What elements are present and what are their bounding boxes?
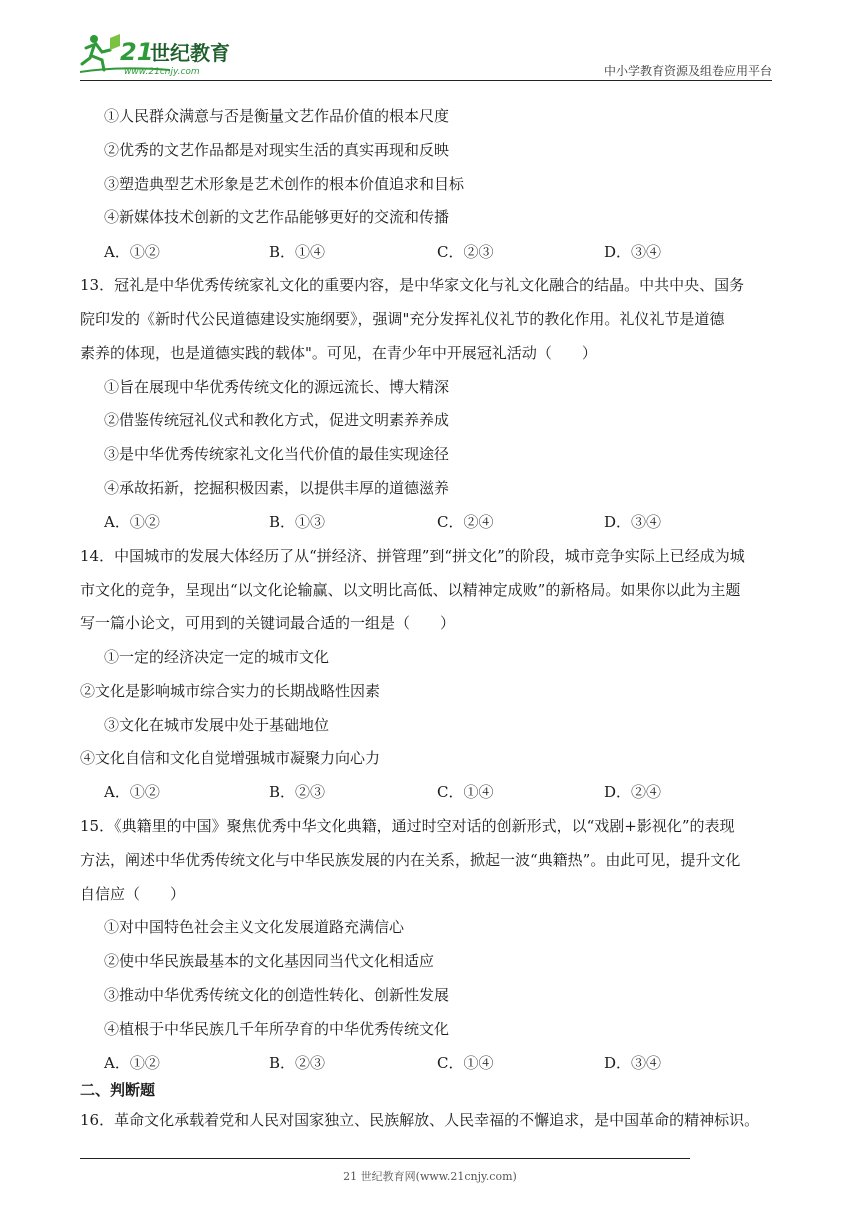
q14-stem-line-1: 14．中国城市的发展大体经历了从“拼经济、拼管理”到“拼文化”的阶段，城市竞争实际上已经成为城 [80, 547, 745, 565]
page-header [0, 0, 860, 90]
q14-option-1: ①一定的经济决定一定的城市文化 [104, 648, 330, 666]
q14-stem-line-2: 市文化的竞争，呈现出“以文化论输赢、以文明比高低、以精神定成败”的新格局。如果你以此为主题 [80, 581, 741, 599]
q14-option-3: ③文化在城市发展中处于基础地位 [104, 716, 330, 734]
q14-choice-a[interactable]: A．①② [104, 783, 160, 801]
q15-choice-a[interactable]: A．①② [104, 1054, 160, 1072]
q13-choice-b[interactable]: B．①③ [269, 513, 326, 531]
q15-stem-line-1: 15．《典籍里的中国》聚焦优秀中华文化典籍，通过时空对话的创新形式，以“戏剧+影视化”的表现 [80, 817, 735, 835]
q13-stem-line-2: 院印发的《新时代公民道德建设实施纲要》，强调"充分发挥礼仪礼节的教化作用。礼仪礼节是道德 [80, 310, 725, 328]
logo-graphic [80, 30, 260, 78]
q15-option-3: ③推动中华优秀传统文化的创造性转化、创新性发展 [104, 986, 450, 1004]
page-footer: 21 世纪教育网(www.21cnjy.com) [343, 1170, 517, 1183]
q15-choice-b[interactable]: B．②③ [269, 1054, 326, 1072]
q14-option-2: ②文化是影响城市综合实力的长期战略性因素 [80, 682, 381, 700]
q14-choice-c[interactable]: C．①④ [437, 783, 494, 801]
q15-option-1: ①对中国特色社会主义文化发展道路充满信心 [104, 918, 405, 936]
q13-option-3: ③是中华优秀传统家礼文化当代价值的最佳实现途径 [104, 445, 450, 463]
q14-choice-b[interactable]: B．②③ [269, 783, 326, 801]
header-divider [80, 80, 772, 81]
q15-option-2: ②使中华民族最基本的文化基因同当代文化相适应 [104, 952, 435, 970]
q16-stem: 16．革命文化承载着党和人民对国家独立、民族解放、人民幸福的不懈追求，是中国革命的精神标识。 [80, 1111, 760, 1129]
q15-stem-line-3: 自信应（ ） [80, 885, 186, 903]
q12-choice-b[interactable]: B．①④ [269, 243, 326, 261]
q14-option-4: ④文化自信和文化自觉增强城市凝聚力向心力 [80, 749, 381, 767]
svg-text:21: 21 [120, 38, 154, 66]
q13-choice-d[interactable]: D．③④ [604, 513, 662, 531]
footer-divider [80, 1158, 690, 1159]
platform-name: 中小学教育资源及组卷应用平台 [603, 64, 772, 78]
q12-choice-a[interactable]: A．①② [104, 243, 160, 261]
svg-text:世纪教育: 世纪教育 [150, 41, 230, 65]
q15-stem-line-2: 方法，阐述中华优秀传统文化与中华民族发展的内在关系，掀起一波“典籍热”。由此可见，提升文化 [80, 851, 741, 869]
q12-option-2: ②优秀的文艺作品都是对现实生活的真实再现和反映 [104, 141, 450, 159]
q13-option-1: ①旨在展现中华优秀传统文化的源远流长、博大精深 [104, 378, 450, 396]
q13-stem-line-1: 13．冠礼是中华优秀传统家礼文化的重要内容，是中华家文化与礼文化融合的结晶。中共中央、国务 [80, 276, 745, 294]
q12-choice-c[interactable]: C．②③ [437, 243, 494, 261]
q13-choice-c[interactable]: C．②④ [437, 513, 494, 531]
q13-stem-line-3: 素养的体现，也是道德实践的载体"。可见，在青少年中开展冠礼活动（ ） [80, 344, 597, 362]
q13-choice-a[interactable]: A．①② [104, 513, 160, 531]
q15-option-4: ④植根于中华民族几千年所孕育的中华优秀传统文化 [104, 1020, 450, 1038]
svg-text:www.21cnjy.com: www.21cnjy.com [124, 67, 200, 77]
section-title-judgement: 二、判断题 [80, 1081, 156, 1099]
q12-choice-d[interactable]: D．③④ [604, 243, 662, 261]
q14-stem-line-3: 写一篇小论文，可用到的关键词最合适的一组是（ ） [80, 614, 456, 632]
q13-option-4: ④承故拓新，挖掘积极因素，以提供丰厚的道德滋养 [104, 479, 450, 497]
q14-choice-d[interactable]: D．②④ [604, 783, 662, 801]
q12-option-4: ④新媒体技术创新的文艺作品能够更好的交流和传播 [104, 208, 450, 226]
q13-option-2: ②借鉴传统冠礼仪式和教化方式，促进文明素养养成 [104, 411, 450, 429]
q15-choice-c[interactable]: C．①④ [437, 1054, 494, 1072]
q12-option-3: ③塑造典型艺术形象是艺术创作的根本价值追求和目标 [104, 175, 465, 193]
q12-option-1: ①人民群众满意与否是衡量文艺作品价值的根本尺度 [104, 107, 450, 125]
q15-choice-d[interactable]: D．③④ [604, 1054, 662, 1072]
site-logo [80, 30, 260, 78]
